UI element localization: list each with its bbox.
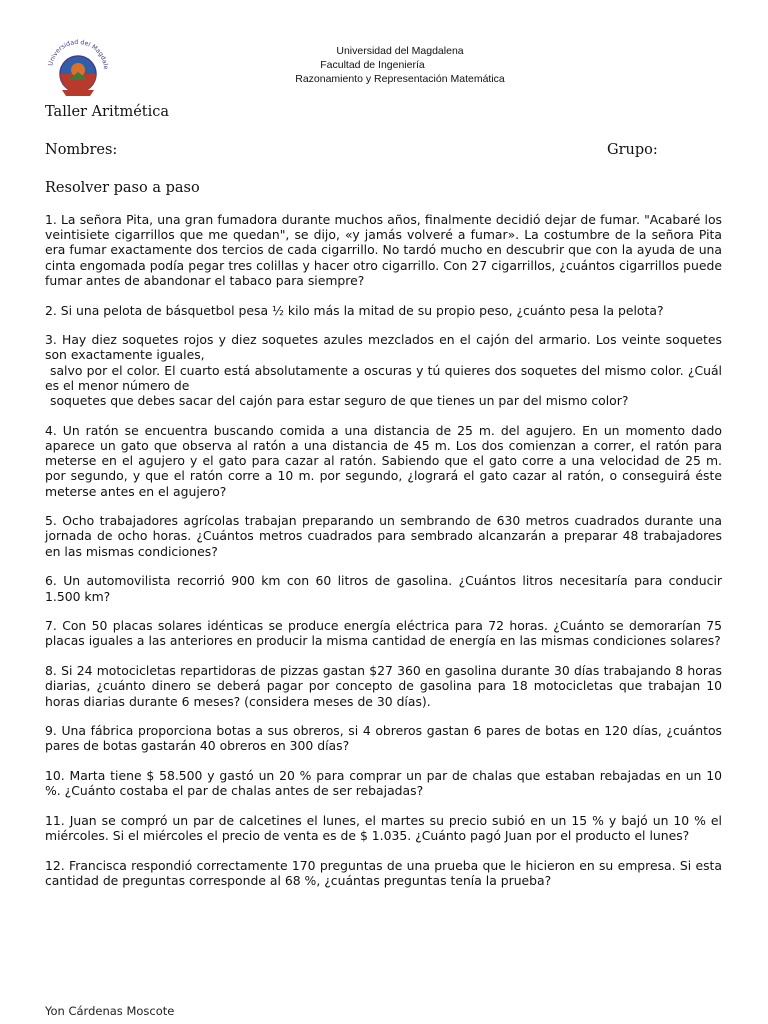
problem-text: 12. Francisca respondió correctamente 170 preguntas de una prueba que le hicieron en su empresa. Si esta cantidad de preguntas corresponde al 68 %, ¿cuántas preguntas tenía la prueba?: [45, 858, 722, 889]
names-label: Nombres:: [45, 142, 118, 158]
problem-8: [45, 663, 722, 709]
document-header: [250, 44, 550, 86]
problem-text: soquetes que debes sacar del cajón para estar seguro de que tienes un par del mismo color?: [50, 393, 629, 409]
problem-text: salvo por el color. El cuarto está absolutamente a oscuras y tú quieres dos soquetes del mismo color. ¿Cuál es el menor número de: [45, 362, 722, 393]
instruction: Resolver paso a paso: [45, 180, 200, 196]
problem-text: 1. La señora Pita, una gran fumadora durante muchos años, finalmente decidió dejar de fumar. "Acabaré los veintisiete cigarrillos que me quedan", se dijo, «y jamás volveré a fumar». La costumbre de la señora Pita era fumar exactamente dos tercios de cada cigarrillo. No tardó mucho en descubrir que con la ayuda de una cinta engomada podía pegar tres colillas y hacer otro cigarrillo. Con 27 cigarrillos, ¿cuántos cigarrillos puede fumar antes de abandonar el tabaco para siempre?: [45, 212, 722, 288]
document-title: Taller Aritmética: [45, 104, 170, 120]
group-label: Grupo:: [607, 142, 658, 158]
problem-5: [45, 513, 722, 559]
problem-text: 10. Marta tiene $ 58.500 y gastó un 20 % para comprar un par de chalas que estaban rebajadas en un 10 %. ¿Cuánto costaba el par de chalas antes de ser rebajadas?: [45, 768, 722, 799]
problem-text: 3. Hay diez soquetes rojos y diez soquetes azules mezclados en el cajón del armario. Los veinte soquetes son exactamente iguales,: [45, 332, 722, 363]
problem-6: [45, 573, 722, 603]
problem-11: [45, 813, 722, 843]
problem-9: [45, 723, 722, 753]
problem-10: [45, 768, 722, 798]
problem-text: 11. Juan se compró un par de calcetines el lunes, el martes su precio subió en un 15 % y bajó un 10 % el miércoles. Si el miércoles el precio de venta es de $ 1.035. ¿Cuánto pagó Juan por el producto el lunes?: [45, 813, 722, 844]
problem-list: [45, 212, 722, 903]
problem-text: 4. Un ratón se encuentra buscando comida a una distancia de 25 m. del agujero. En un momento dado aparece un gato que observa al ratón a una distancia de 45 m. Los dos comienzan a correr, el ratón para meterse en el agujero y el gato para cazar al ratón. Sabiendo que el gato corre a una velocidad de 25 m. por segundo, y que el ratón corre a 10 m. por segundo, ¿logrará el gato cazar al ratón, o conseguirá éste meterse antes en el agujero?: [45, 422, 722, 499]
problem-12: [45, 858, 722, 888]
problem-text: 7. Con 50 placas solares idénticas se produce energía eléctrica para 72 horas. ¿Cuánto se demorarían 75 placas iguales a las anteriores en producir la misma cantidad de energía en las mismas condiciones solares?: [45, 618, 722, 649]
problem-text: 5. Ocho trabajadores agrícolas trabajan preparando un sembrando de 630 metros cuadrados durante una jornada de ocho horas. ¿Cuántos metros cuadrados para sembrado alcanzarán a preparar 48 trabajadores en las mismas condiciones?: [45, 513, 722, 559]
seal-text: Universidad del Magdale: [47, 38, 110, 70]
problem-text: 9. Una fábrica proporciona botas a sus obreros, si 4 obreros gastan 6 pares de botas en 120 días, ¿cuántos pares de botas gastarán 40 obreros en 300 días?: [45, 723, 722, 754]
author-footer: Yon Cárdenas Moscote: [45, 1004, 175, 1018]
university-seal-icon: [44, 36, 112, 100]
problem-1: [45, 212, 722, 288]
problem-3: [45, 332, 722, 408]
faculty-name: Facultad de Ingeniería: [320, 59, 425, 71]
problem-7: [45, 618, 722, 648]
problem-text: 8. Si 24 motocicletas repartidoras de pizzas gastan $27 360 en gasolina durante 30 días trabajando 8 horas diarias, ¿cuánto dinero se deberá pagar por concepto de gasolina para 18 motocicletas que trabajan 10 horas diarias durante 6 meses? (considera meses de 30 días).: [45, 663, 722, 709]
problem-2: [45, 303, 722, 318]
university-name: Universidad del Magdalena: [336, 45, 464, 57]
course-name: Razonamiento y Representación Matemática: [295, 73, 505, 85]
problem-text: 2. Si una pelota de básquetbol pesa ½ kilo más la mitad de su propio peso, ¿cuánto pesa la pelota?: [45, 302, 664, 318]
problem-text: 6. Un automovilista recorrió 900 km con 60 litros de gasolina. ¿Cuántos litros necesitaría para conducir 1.500 km?: [45, 573, 722, 604]
problem-4: [45, 423, 722, 499]
